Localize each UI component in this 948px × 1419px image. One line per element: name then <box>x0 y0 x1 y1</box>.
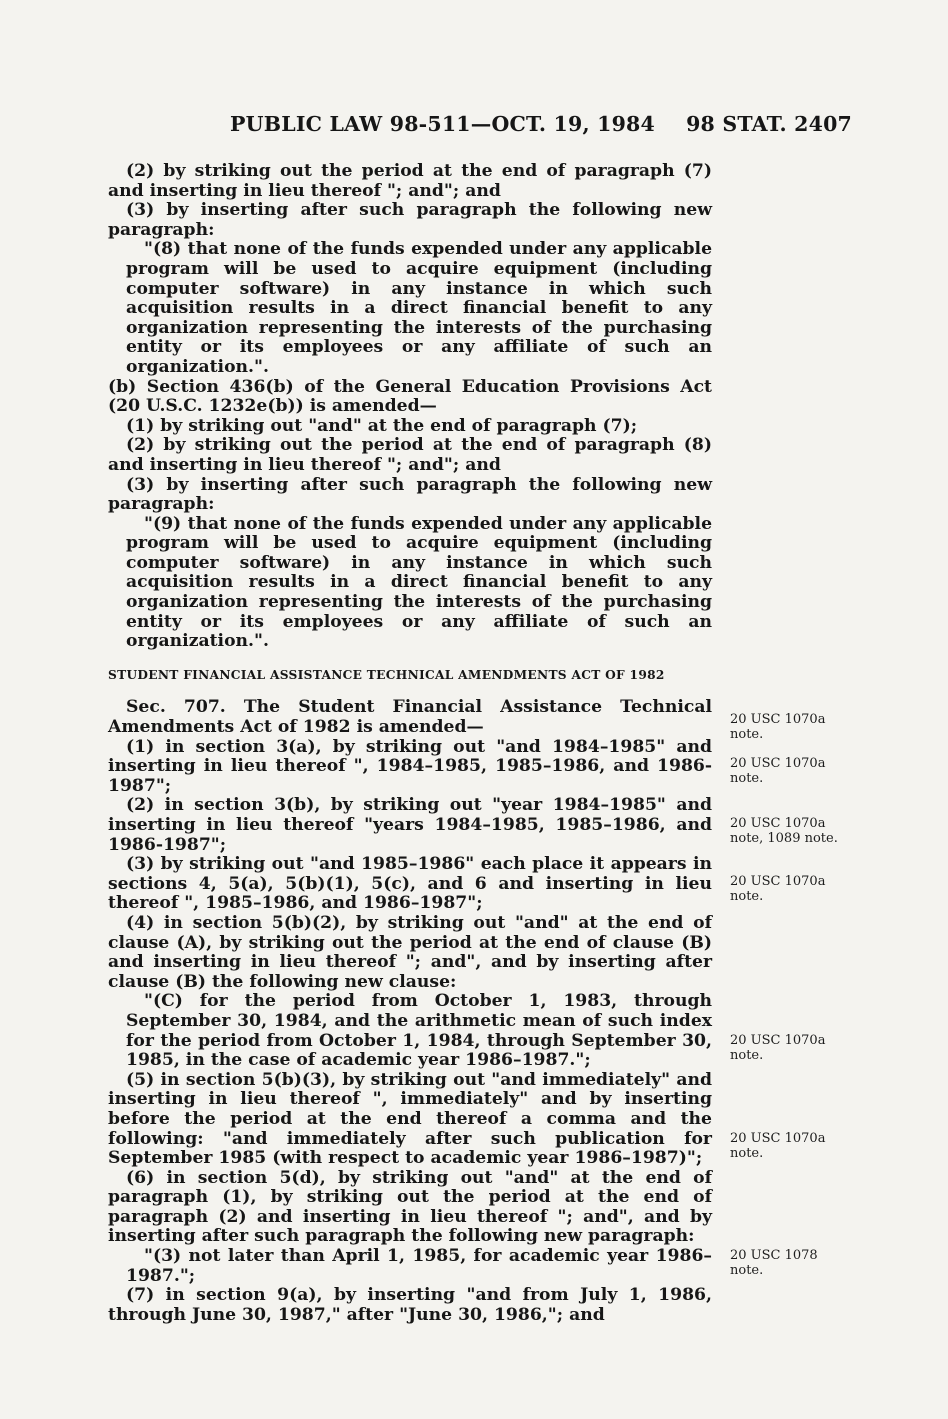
margin-note: 20 USC 1078 note. <box>730 1248 818 1278</box>
section-paragraph: Sec. 707. The Student Financial Assistance Technical Amendments Act of 1982 is amended— <box>108 697 712 738</box>
paragraph: (2) in section 3(b), by striking out "year 1984–1985" and inserting in lieu thereof "years 1984–1985, 1985–1986, and 1986-1987"; <box>108 795 712 855</box>
paragraph: (3) by inserting after such paragraph the following new paragraph: <box>108 200 712 240</box>
paragraph: (1) in section 3(a), by striking out "and 1984–1985" and inserting in lieu thereof ", 1984–1985, 1985–1986, and 1986-1987"; <box>108 736 712 796</box>
section-heading: STUDENT FINANCIAL ASSISTANCE TECHNICAL AMENDMENTS ACT OF 1982 <box>108 667 665 682</box>
paragraph: (3) by inserting after such paragraph the following new paragraph: <box>108 474 712 515</box>
paragraph: (3) by striking out "and 1985–1986" each place it appears in sections 4, 5(a), 5(b)(1), 5(c), and 6 and inserting in lieu thereof ", 1985–1986, and 1986–1987"; <box>108 854 712 914</box>
quoted-paragraph: "(9) that none of the funds expended under any applicable program will be used to acquire equipment (including computer software) in any instance in which such acquisition results in a direct financial benefit to any organization representing the interests of the purchasing entity or its employees or any affiliate of such an organization.". <box>126 513 712 652</box>
margin-note: 20 USC 1070a note. <box>730 1033 826 1063</box>
paragraph: (5) in section 5(b)(3), by striking out "and immediately" and inserting in lieu thereof ", immediately" and by inserting before the period at the end thereof a comma and the following: "and immediately after such publication for September 1985 (with respect to academic year 1986–1987)"; <box>108 1069 712 1169</box>
margin-note: 20 USC 1070a note. <box>730 756 826 786</box>
quoted-paragraph: "(8) that none of the funds expended under any applicable program will be used to acquire equipment (including computer software) in any instance in which such acquisition results in a direct financial benefit to any organization representing the interests of the purchasing entity or its employees or any affiliate of such an organization.". <box>126 239 712 377</box>
margin-note: 20 USC 1070a note. <box>730 712 826 742</box>
margin-note: 20 USC 1070a note, 1089 note. <box>730 816 838 846</box>
paragraph: (b) Section 436(b) of the General Education Provisions Act (20 U.S.C. 1232e(b)) is amended— <box>108 376 712 417</box>
paragraph: (2) by striking out the period at the end of paragraph (7) and inserting in lieu thereof "; and"; and <box>108 161 712 201</box>
public-law-title: PUBLIC LAW 98-511—OCT. 19, 1984 <box>230 112 655 136</box>
paragraph: (4) in section 5(b)(2), by striking out "and" at the end of clause (A), by striking out the period at the end of clause (B) and inserting in lieu thereof "; and", and by inserting after clause (B) the following new clause: <box>108 912 712 992</box>
quoted-paragraph: "(3) not later than April 1, 1985, for academic year 1986–1987."; <box>126 1246 712 1286</box>
quoted-paragraph: "(C) for the period from October 1, 1983, through September 30, 1984, and the arithmetic mean of such index for the period from October 1, 1984, through September 30, 1985, in the case of academic year 1986–1987."; <box>126 991 712 1071</box>
margin-note: 20 USC 1070a note. <box>730 1131 826 1161</box>
statute-page-number: 98 STAT. 2407 <box>686 112 852 136</box>
body-text <box>108 162 712 1325</box>
paragraph: (2) by striking out the period at the end of paragraph (8) and inserting in lieu thereof "; and"; and <box>108 435 712 475</box>
margin-note: 20 USC 1070a note. <box>730 874 826 904</box>
paragraph: (1) by striking out "and" at the end of paragraph (7); <box>126 415 638 436</box>
paragraph: (6) in section 5(d), by striking out "and" at the end of paragraph (1), by striking out the period at the end of paragraph (2) and inserting in lieu thereof "; and", and by inserting after such paragraph the following new paragraph: <box>108 1167 712 1247</box>
paragraph: (7) in section 9(a), by inserting "and from July 1, 1986, through June 30, 1987," after "June 30, 1986,"; and <box>108 1285 712 1325</box>
